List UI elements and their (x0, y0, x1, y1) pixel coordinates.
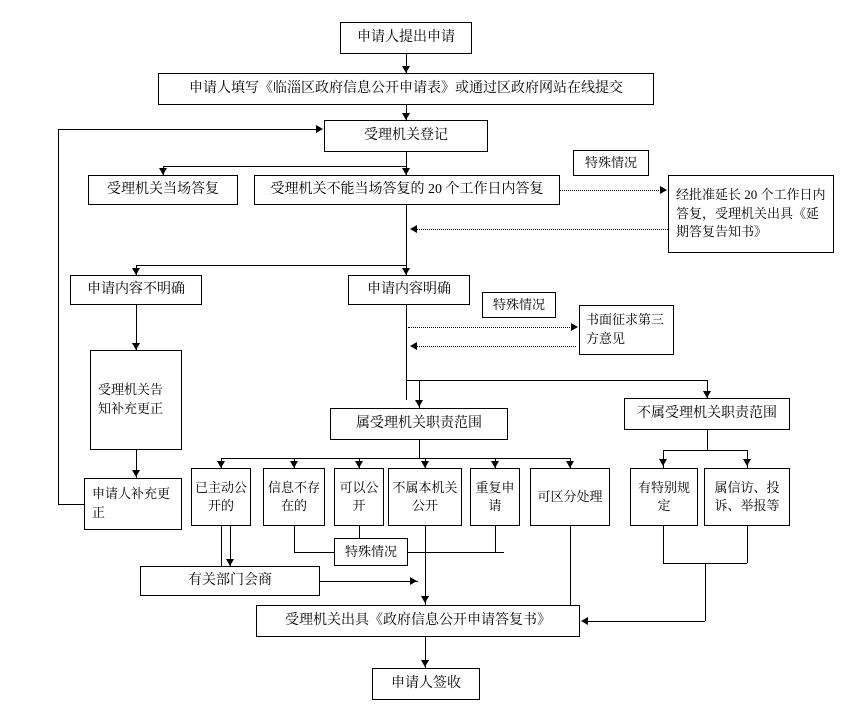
arrowhead-n8-n9 (571, 323, 578, 331)
node-can-publish: 可以公开 (334, 468, 384, 526)
node-extend-reply: 经批准延长 20 个工作日内答复，受理机关出具《延期答复告知书》 (668, 175, 834, 253)
connector-n18-down (495, 526, 496, 552)
connector-n12-down (419, 440, 420, 458)
arrowhead-child-n19 (566, 461, 574, 468)
connector-n13-down (707, 430, 708, 450)
arrowhead-split-n7 (132, 268, 140, 275)
arrowhead-n14-consultation (226, 559, 234, 566)
node-fill-form: 申请人填写《临淄区政府信息公开申请表》或通过区政府网站在线提交 (158, 73, 654, 105)
arrowhead-child-n18 (491, 461, 499, 468)
connector-n11-loop-h1 (58, 504, 84, 505)
connector-n8-down (406, 305, 407, 400)
arrowhead-n10-n11 (132, 470, 140, 477)
node-petition-complaint: 属信访、投诉、举报等 (704, 468, 790, 526)
split-bar-n13-children (663, 450, 747, 451)
connector-right-merge-reply (588, 621, 705, 622)
split-bar-clarity (136, 265, 407, 266)
arrowhead-n9-return (410, 342, 417, 350)
connector-n5-down (406, 205, 407, 265)
arrowhead-n7-n10 (132, 343, 140, 350)
note-special-case-3: 特殊情况 (334, 538, 408, 566)
connector-right-merge-down (705, 563, 706, 621)
connector-n9-return-dotted (414, 346, 576, 347)
split-bar-reply (163, 166, 407, 167)
connector-n6-return-h (414, 229, 668, 230)
arrowhead-child-n20 (659, 459, 667, 466)
node-20day-reply: 受理机关不能当场答复的 20 个工作日内答复 (254, 175, 560, 205)
arrowhead-merge-to-reply (421, 596, 429, 603)
node-not-this-agency: 不属本机关公开 (388, 468, 462, 526)
connector-n11-loop-v (58, 129, 59, 504)
node-applicant-signs: 申请人签收 (372, 668, 480, 700)
arrowhead-n2-n3 (402, 113, 410, 120)
connector-n3-split (406, 152, 407, 166)
connector-n17-down (425, 526, 426, 552)
arrowhead-n6-return (410, 225, 417, 233)
node-already-public: 已主动公开的 (191, 468, 251, 526)
arrowhead-consultation-reply (410, 577, 417, 585)
split-bar-n12-children (221, 458, 570, 459)
arrowhead-child-n15 (290, 461, 298, 468)
split-bar-duty (406, 380, 707, 381)
connector-n15-down (294, 526, 295, 552)
node-content-unclear: 申请内容不明确 (70, 275, 202, 305)
arrowhead-split-n8 (402, 268, 410, 275)
note-special-case-1: 特殊情况 (573, 150, 649, 176)
node-special-provision: 有特别规定 (630, 468, 698, 526)
arrowhead-n1-n2 (402, 66, 410, 73)
node-third-party-opinion: 书面征求第三方意见 (579, 305, 674, 355)
arrowhead-n11-loop (316, 125, 323, 133)
node-content-clear: 申请内容明确 (348, 275, 470, 305)
node-department-consultation: 有关部门会商 (140, 566, 320, 596)
connector-n21-down (747, 526, 748, 563)
node-separable-handling: 可区分处理 (530, 468, 610, 526)
node-notify-supplement: 受理机关告知补充更正 (90, 350, 182, 450)
connector-n11-loop-h2 (58, 129, 316, 130)
node-agency-register: 受理机关登记 (324, 120, 488, 152)
node-duplicate-request: 重复申请 (470, 468, 520, 526)
arrowhead-split-n13 (703, 391, 711, 398)
connector-consultation-reply (320, 581, 418, 582)
node-issue-reply-letter: 受理机关出具《政府信息公开申请答复书》 (256, 605, 580, 637)
arrowhead-reply-sign (421, 660, 429, 667)
node-not-exist: 信息不存在的 (263, 468, 325, 526)
connector-n8-n9-dotted (408, 327, 574, 328)
arrowhead-child-n16 (355, 461, 363, 468)
arrowhead-child-n14 (217, 461, 225, 468)
arrowhead-child-n17 (421, 461, 429, 468)
connector-n19-down (570, 526, 571, 605)
note-special-case-2: 特殊情况 (482, 292, 556, 318)
node-within-duty: 属受理机关职责范围 (330, 408, 508, 440)
arrowhead-split-n4 (159, 168, 167, 175)
node-onsite-reply: 受理机关当场答复 (88, 175, 238, 205)
connector-n20-down (663, 526, 664, 563)
arrowhead-right-merge-reply (581, 617, 588, 625)
arrowhead-child-n21 (743, 459, 751, 466)
connector-n5-n6-dotted (560, 190, 663, 191)
arrowhead-split-n5 (402, 168, 410, 175)
arrowhead-split-n12 (415, 400, 423, 407)
node-applicant-supplement: 申请人补充更正 (84, 478, 182, 530)
arrowhead-n5-n6 (660, 186, 667, 194)
node-apply-submit: 申请人提出申请 (340, 22, 472, 54)
node-outside-duty: 不属受理机关职责范围 (624, 398, 790, 430)
